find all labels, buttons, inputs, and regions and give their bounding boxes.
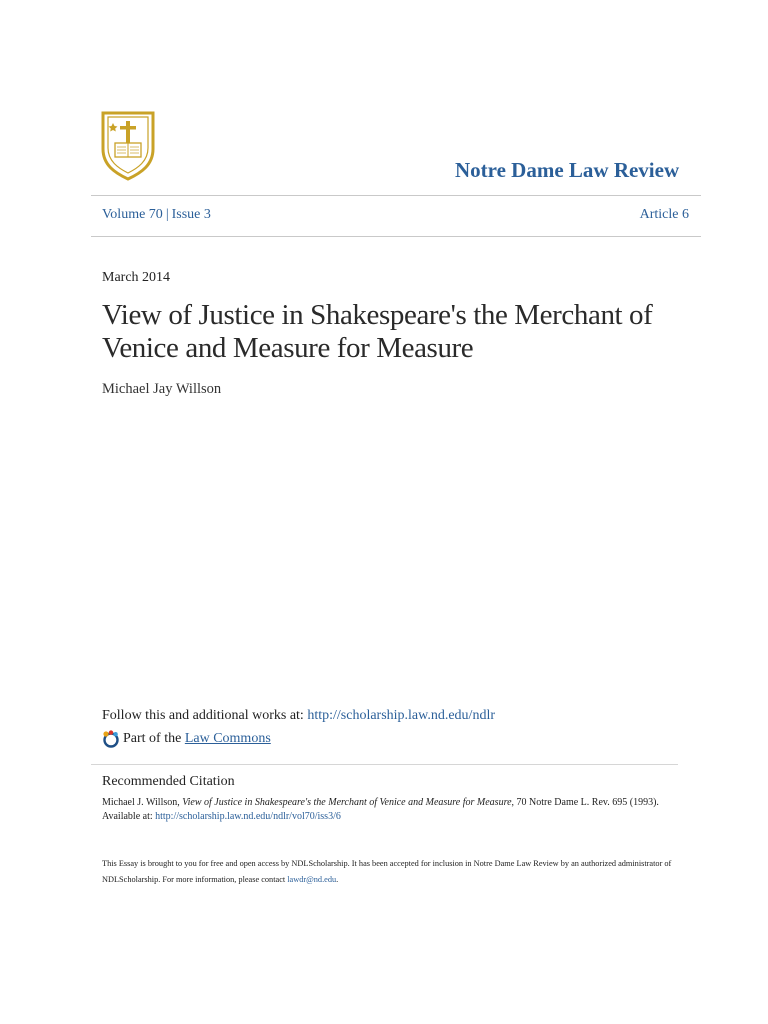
citation-work-title: View of Justice in Shakespeare's the Merchant of Venice and Measure for Measure [182, 797, 512, 808]
article-author: Michael Jay Willson [102, 381, 222, 397]
volume-issue-separator: | [165, 207, 169, 222]
citation-divider [91, 764, 678, 765]
journal-title[interactable]: Notre Dame Law Review [455, 158, 680, 182]
volume-issue-line [102, 207, 211, 223]
part-of-line [102, 730, 271, 748]
available-url-link[interactable]: http://scholarship.law.nd.edu/ndlr/vol70/iss3/6 [155, 811, 341, 822]
commons-network-icon [102, 730, 120, 748]
citation-author: Michael J. Willson, [102, 797, 183, 808]
contact-email-link[interactable]: lawdr@nd.edu [287, 875, 337, 884]
header-divider [91, 195, 701, 196]
issue-link[interactable]: Issue 3 [171, 207, 211, 222]
citation-heading: Recommended Citation [102, 774, 235, 789]
available-label: Available at: [102, 811, 156, 822]
access-notice [102, 856, 682, 888]
follow-label: Follow this and additional works at: [102, 708, 308, 723]
follow-line [102, 708, 495, 724]
publication-date: March 2014 [102, 270, 171, 285]
volume-link[interactable]: Volume 70 [102, 207, 163, 222]
citation-text [102, 796, 682, 824]
part-of-label: Part of the [123, 731, 182, 746]
law-commons-link[interactable]: Law Commons [184, 731, 271, 746]
issue-divider [91, 236, 701, 237]
access-notice-end: . [336, 875, 339, 884]
article-title: View of Justice in Shakespeare's the Merchant of Venice and Measure for Measure [102, 299, 653, 364]
university-crest-icon [101, 111, 155, 181]
article-link[interactable]: Article 6 [639, 207, 689, 222]
access-notice-text: This Essay is brought to you for free and open access by NDLScholarship. It has been accepted for inclusion in Notre Dame Law Review by an authorized administrator of NDLScholarship. For more information, please contact [102, 859, 672, 884]
follow-url-link[interactable]: http://scholarship.law.nd.edu/ndlr [307, 708, 496, 723]
citation-source: , 70 Notre Dame L. Rev. 695 (1993). [511, 797, 659, 808]
